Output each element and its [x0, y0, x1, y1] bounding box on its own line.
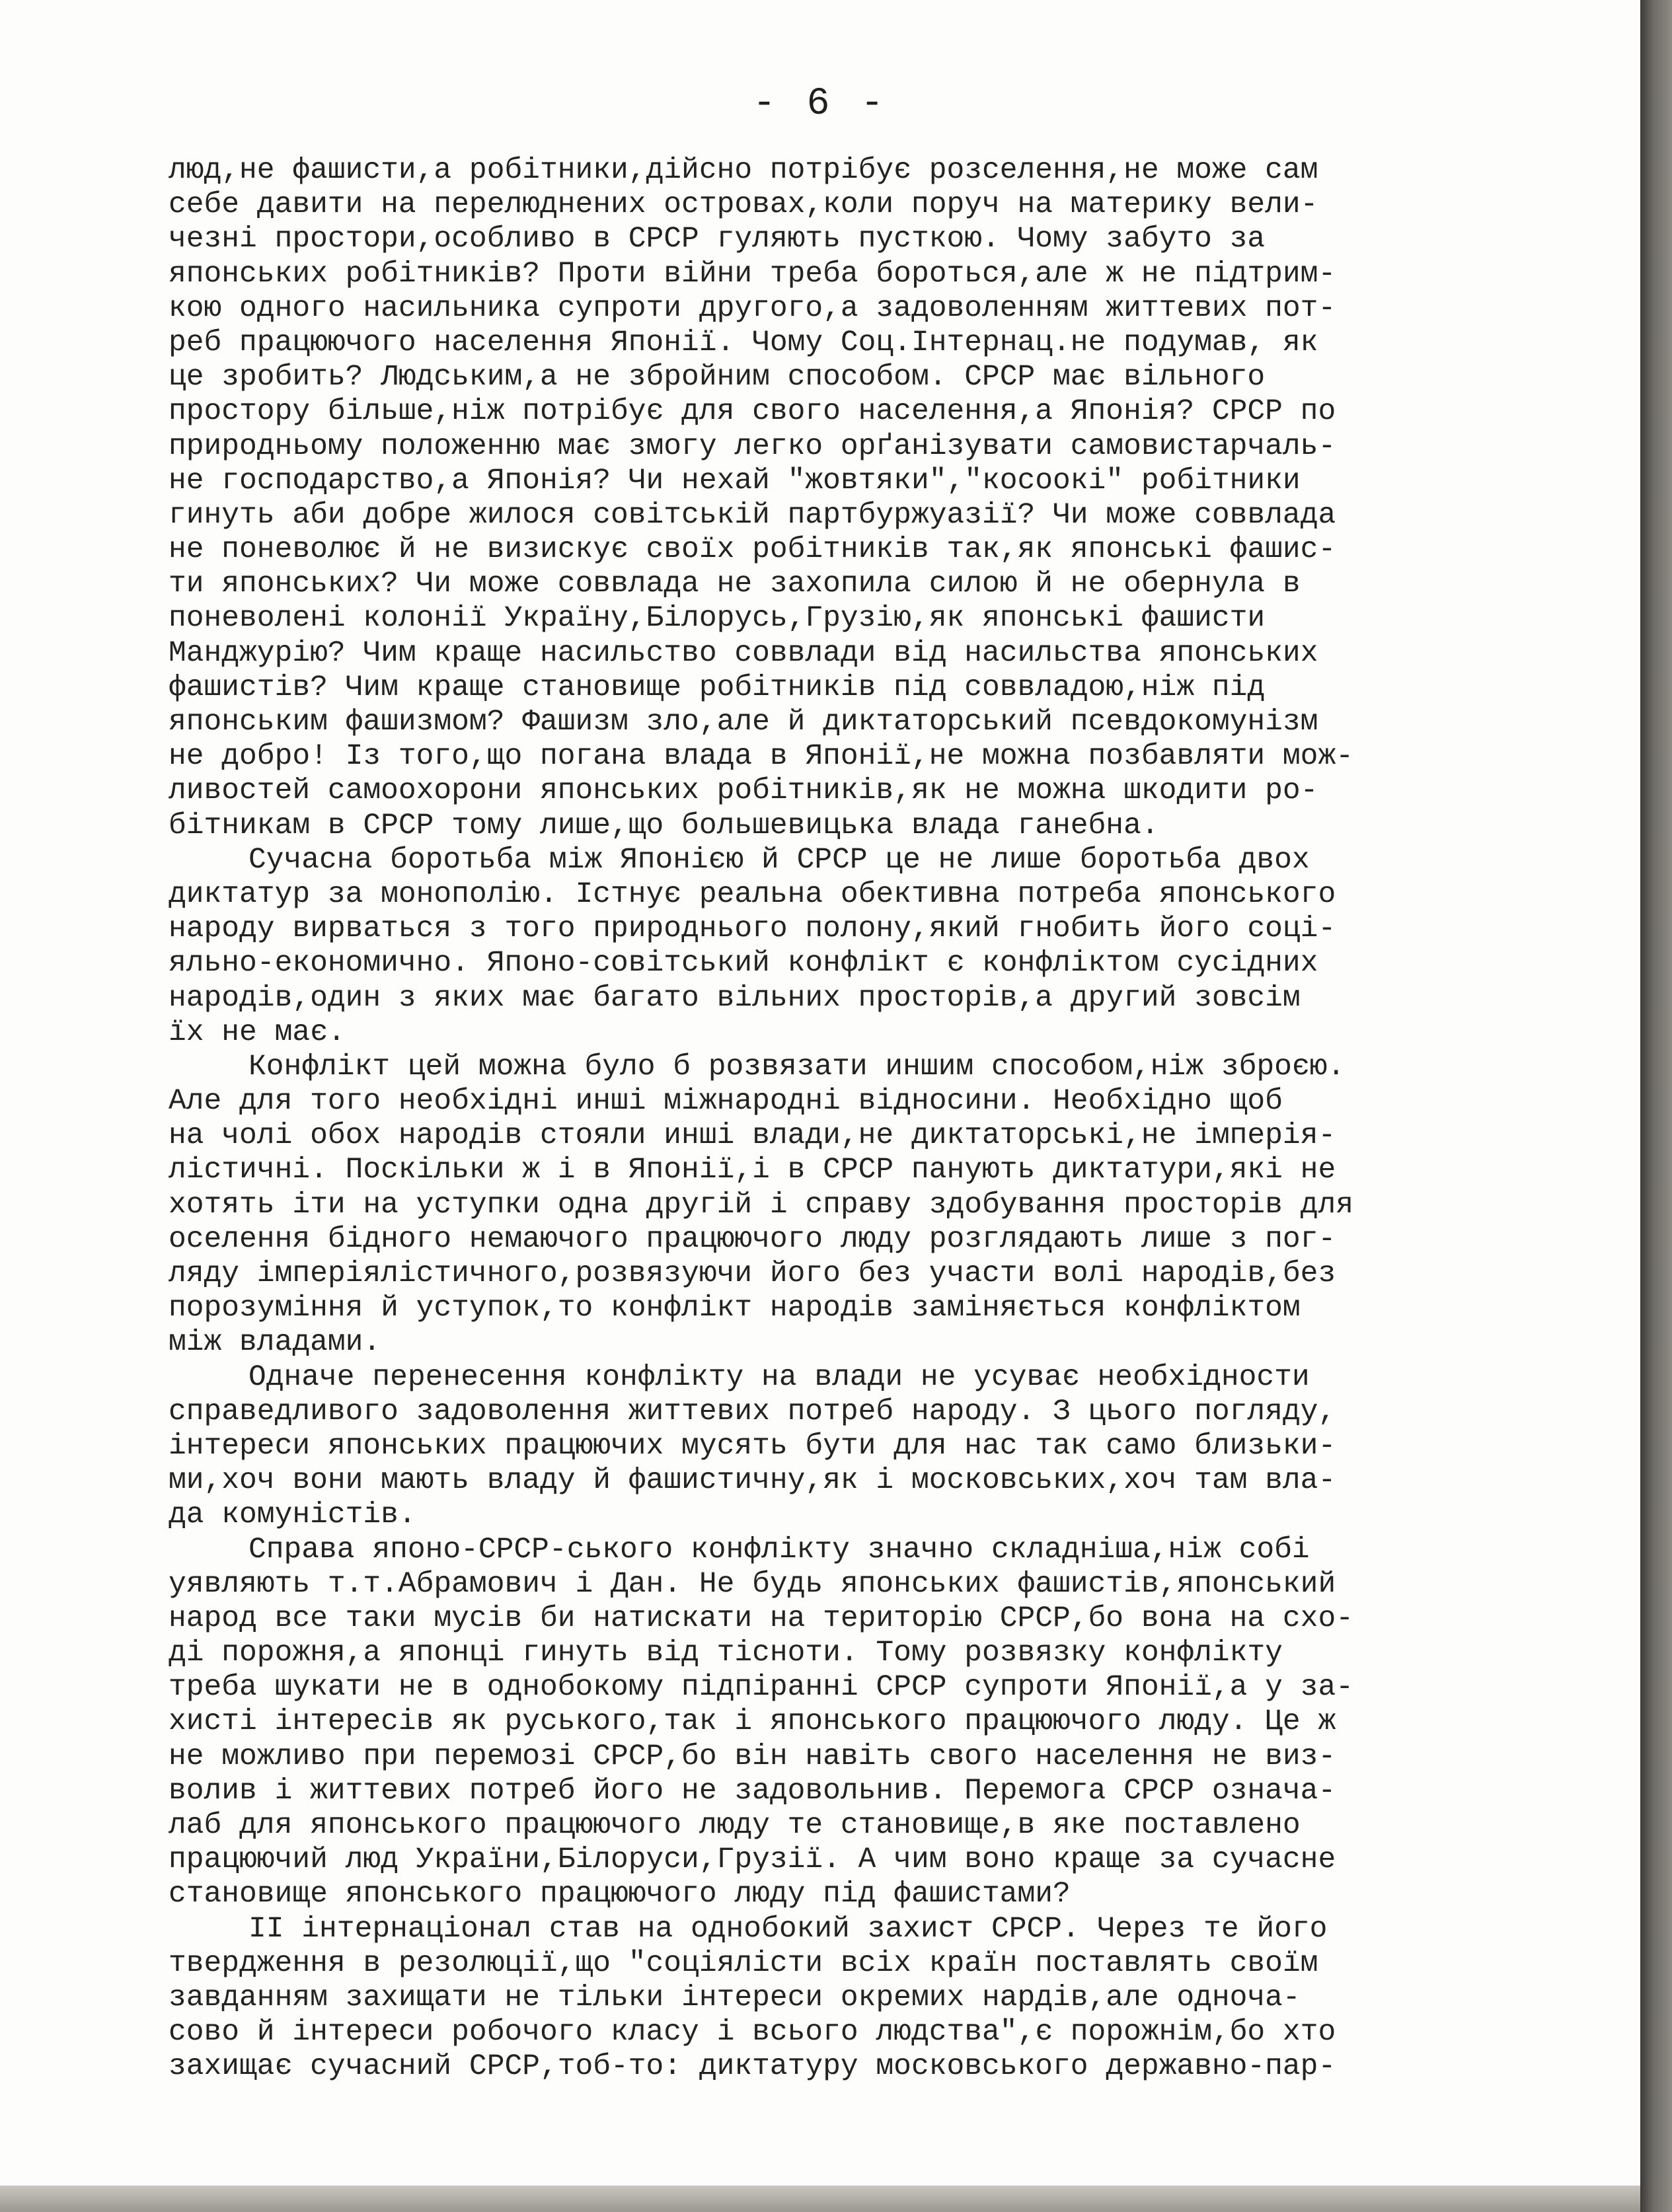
text-line: оселення бідного немаючого працюючого люду розглядають лише з пог- — [169, 1222, 1336, 1256]
text-line: хисті інтересів як руського,так і японського працюючого люду. Це ж — [169, 1705, 1336, 1739]
text-line: завданням захищати не тільки інтереси окремих нардів,але одноча- — [169, 1981, 1301, 2014]
text-line: гинуть аби добре жилося совітській партбуржуазії? Чи може соввлада — [169, 498, 1336, 532]
text-line: не можливо при перемозі СРСР,бо він навіть свого населення не виз- — [169, 1740, 1336, 1773]
text-line: поневолені колонії Україну,Білорусь,Грузію,як японські фашисти — [169, 602, 1266, 636]
text-line: хотять іти на уступки одна другій і справу здобування просторів для — [169, 1188, 1353, 1222]
text-line: ляду імперіялістичного,розвязуючи його без участи волі народів,без — [169, 1257, 1336, 1290]
text-line: ми,хоч вони мають владу й фашистичну,як і московських,хоч там вла- — [169, 1464, 1336, 1498]
paragraph-start-line: Конфлікт цей можна було б розвязати иншим способом,ніж зброєю. — [248, 1050, 1346, 1084]
text-line: захищає сучасний СРСР,тоб-то: диктатуру московського державно-пар- — [169, 2050, 1336, 2084]
text-line: да комуністів. — [169, 1498, 416, 1532]
text-line: твердження в резолюції,що "соціялісти всіх країн поставлять своїм — [169, 1946, 1318, 1980]
text-line: народу вирваться з того природнього полону,який гнобить його соці- — [169, 912, 1336, 946]
text-line: не добро! Із того,що погана влада в Японії,не можна позбавляти мож- — [169, 740, 1353, 774]
paragraph-start-line: Сучасна боротьба між Японією й СРСР це не лише боротьба двох — [248, 843, 1310, 877]
paragraph-start-line: II інтернаціонал став на однобокий захист СРСР. Через те його — [248, 1912, 1328, 1946]
text-line: волив і життевих потреб його не задовольнив. Перемога СРСР означа- — [169, 1774, 1336, 1808]
text-line: народів,один з яких має багато вільних просторів,а другий зовсім — [169, 981, 1301, 1015]
paragraph-start-line: Одначе перенесення конфлікту на влади не усуває необхідности — [248, 1360, 1310, 1394]
text-line: між владами. — [169, 1326, 381, 1360]
text-line: яльно-економично. Японо-совітський конфлікт є конфліктом сусідних — [169, 947, 1318, 980]
text-line: інтереси японських працюючих мусять бути для нас так само близьки- — [169, 1429, 1336, 1463]
text-line: ді порожня,а японці гинуть від тісноти. Тому розвязку конфлікту — [169, 1637, 1283, 1670]
text-line: японських робітників? Проти війни треба бороться,але ж не підтрим- — [169, 257, 1336, 291]
text-line: японським фашизмом? Фашизм зло,але й диктаторський псевдокомунізм — [169, 706, 1318, 739]
text-line: на чолі обох народів стояли инші влади,не диктаторські,не імперія- — [169, 1119, 1336, 1153]
text-line: їх не має. — [169, 1015, 346, 1049]
text-line: сово й інтереси робочого класу і всього людства",є порожнім,бо хто — [169, 2016, 1336, 2049]
text-line: працюючий люд України,Білоруси,Грузії. А чим воно краще за сучасне — [169, 1843, 1336, 1877]
text-line: треба шукати не в однобокому підпіранні СРСР супроти Японії,а у за- — [169, 1671, 1353, 1705]
text-line: ливостей самоохорони японських робітників,як не можна шкодити ро- — [169, 774, 1318, 808]
paragraph-start-line: Справа японо-СРСР-ського конфлікту значно складніша,ніж собі — [248, 1533, 1310, 1567]
text-line: Але для того необхідні инші міжнародні відносини. Необхідно щоб — [169, 1085, 1283, 1119]
text-line: становище японського працюючого люду під фашистами? — [169, 1878, 1071, 1911]
text-line: це зробить? Людським,а не збройним способом. СРСР має вільного — [169, 361, 1266, 394]
text-line: ти японських? Чи може соввлада не захопила силою й не обернула в — [169, 568, 1301, 601]
text-line: реб працюючого населення Японії. Чому Соц.Інтернац.не подумав, як — [169, 326, 1318, 359]
text-line: порозуміння й уступок,то конфлікт народів заміняється конфліктом — [169, 1292, 1301, 1325]
text-line: не господарство,а Японія? Чи нехай "жовтяки","косоокі" робітники — [169, 464, 1301, 498]
scan-bottom-edge — [0, 2186, 1640, 2212]
text-line: чезні простори,особливо в СРСР гуляють пусткою. Чому забуто за — [169, 223, 1266, 256]
text-line: народ все таки мусів би натискати на територію СРСР,бо вона на схо- — [169, 1602, 1353, 1635]
text-line: бітникам в СРСР тому лише,що большевицька влада ганебна. — [169, 809, 1159, 842]
typewritten-body — [169, 153, 1583, 2084]
text-line: диктатур за монополію. Істнує реальна обективна потреба японського — [169, 877, 1336, 911]
text-line: фашистів? Чим краще становище робітників під соввладою,ніж під — [169, 671, 1266, 704]
text-line: справедливого задоволення життевих потреб народу. З цього погляду, — [169, 1395, 1336, 1428]
text-line: простору більше,ніж потрібує для свого населення,а Японія? СРСР по — [169, 395, 1336, 429]
text-line: природньому положенню має змогу легко орґанізувати самовистарчаль- — [169, 429, 1336, 463]
text-line: лістичні. Поскільки ж і в Японії,і в СРСР панують диктатури,які не — [169, 1154, 1336, 1187]
text-line: лаб для японського працюючого люду те становище,в яке поставлено — [169, 1809, 1301, 1842]
text-line: не поневолює й не визискує своїх робітників так,як японські фашис- — [169, 533, 1336, 567]
text-line: люд,не фашисти,а робітники,дійсно потрібує розселення,не може сам — [169, 154, 1318, 187]
page-number: - 6 - — [752, 83, 888, 126]
text-line: Манджурію? Чим краще насильство соввлади від насильства японських — [169, 636, 1318, 670]
text-line: себе давити на перелюднених островах,коли поруч на материку вели- — [169, 188, 1318, 222]
text-line: кою одного насильника супроти другого,а задоволенням життевих пот- — [169, 291, 1336, 325]
text-line: уявляють т.т.Абрамович і Дан. Не будь японських фашистів,японський — [169, 1567, 1336, 1601]
scan-right-edge — [1640, 0, 1672, 2212]
